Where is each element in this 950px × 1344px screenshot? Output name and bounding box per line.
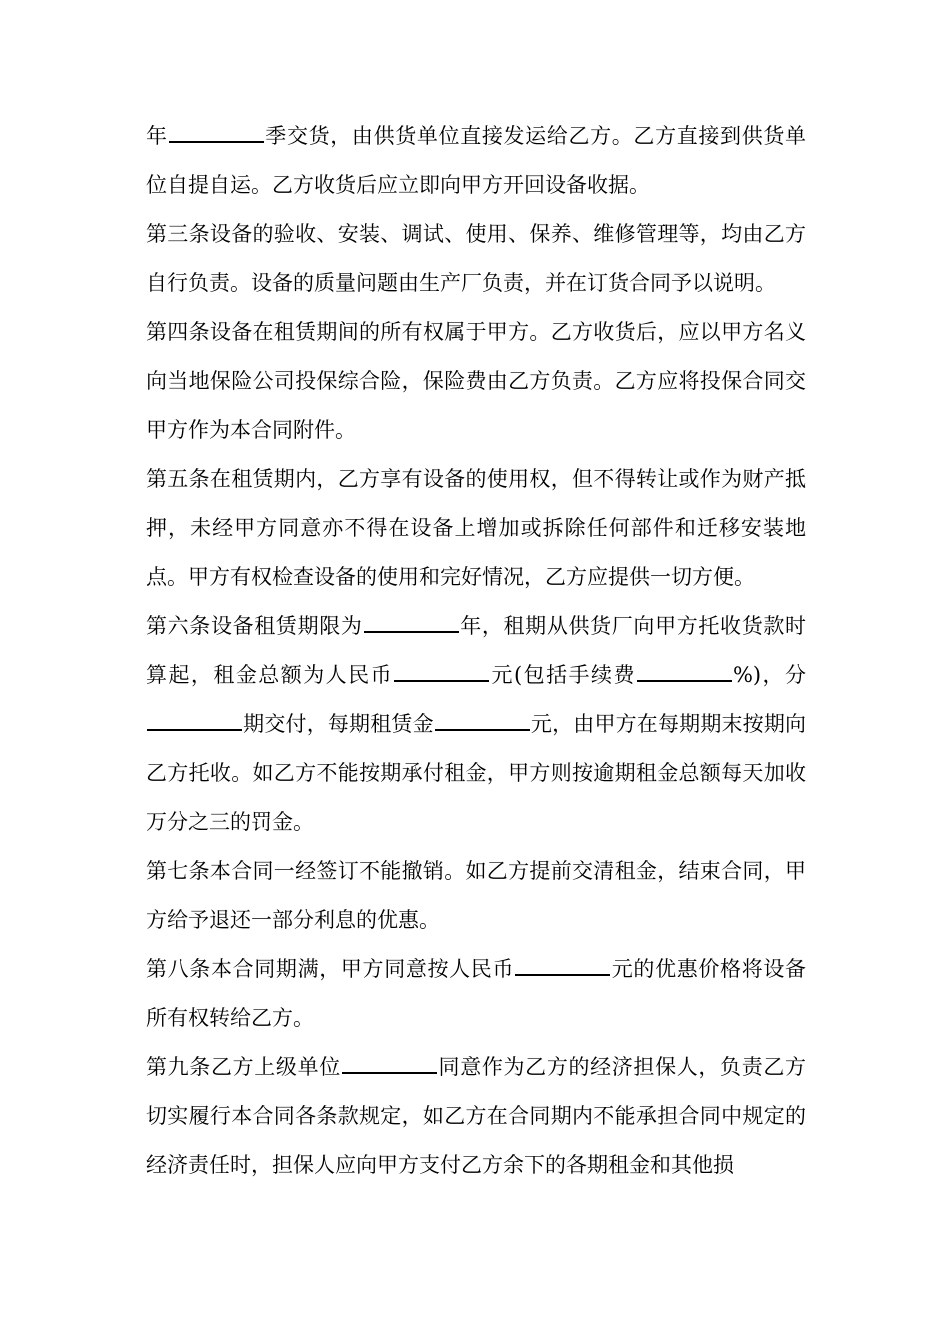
paragraph-delivery — [146, 112, 806, 210]
paragraph-article-5 — [146, 455, 806, 602]
fill-blank — [637, 660, 732, 682]
text-segment: 第五条在租赁期内，乙方享有设备的使用权，但不得转让或作为财产抵押，未经甲方同意亦不得在设备上增加或拆除任何部件和迁移安装地点。甲方有权检查设备的使用和完好情况，乙方应提供一切方便。 — [146, 467, 806, 589]
paragraph-article-6 — [146, 602, 806, 847]
fill-blank — [435, 709, 530, 731]
text-segment: 第四条设备在租赁期间的所有权属于甲方。乙方收货后，应以甲方名义向当地保险公司投保综合险，保险费由乙方负责。乙方应将投保合同交甲方作为本合同附件。 — [146, 320, 806, 442]
paragraph-article-8 — [146, 945, 806, 1043]
text-segment: 季交货，由供货单位直接发运给乙方。乙方直接到供货单位自提自运。乙方收货后应立即向甲方开回设备收据。 — [146, 124, 807, 197]
text-segment: %)，分 — [732, 663, 807, 687]
text-segment: 元的优惠价格将设备所有权转给乙方。 — [146, 957, 807, 1030]
paragraph-article-7 — [146, 847, 806, 945]
text-segment: 同意作为乙方的经济担保人，负责乙方切实履行本合同各条款规定，如乙方在合同期内不能承担合同中规定的经济责任时，担保人应向甲方支付乙方余下的各期租金和其他损 — [146, 1055, 807, 1177]
fill-blank — [147, 709, 242, 731]
text-segment: 期交付，每期租赁金 — [243, 712, 434, 736]
paragraph-article-3 — [146, 210, 806, 308]
text-segment: 第八条本合同期满，甲方同意按人民币 — [146, 957, 515, 981]
text-segment: 第六条设备租赁期限为 — [146, 614, 363, 638]
fill-blank — [364, 611, 459, 633]
fill-blank — [394, 660, 489, 682]
fill-blank — [515, 954, 610, 976]
fill-blank — [342, 1052, 437, 1074]
contract-body — [146, 112, 806, 1190]
text-segment: 年 — [146, 124, 168, 148]
text-segment: 元，由甲方在每期期末按期向乙方托收。如乙方不能按期承付租金，甲方则按逾期租金总额每天加收万分之三的罚金。 — [146, 712, 807, 834]
text-segment: 年，租期从供货厂向甲方托收货款时算起，租金总额为人民币 — [146, 614, 807, 687]
text-segment: 第七条本合同一经签订不能撤销。如乙方提前交清租金，结束合同，甲方给予退还一部分利息的优惠。 — [146, 859, 806, 932]
fill-blank — [169, 121, 264, 143]
text-segment: 第九条乙方上级单位 — [146, 1055, 341, 1079]
paragraph-article-4 — [146, 308, 806, 455]
text-segment: 元(包括手续费 — [490, 663, 636, 687]
paragraph-article-9 — [146, 1043, 806, 1190]
text-segment: 第三条设备的验收、安装、调试、使用、保养、维修管理等，均由乙方自行负责。设备的质量问题由生产厂负责，并在订货合同予以说明。 — [146, 222, 806, 295]
